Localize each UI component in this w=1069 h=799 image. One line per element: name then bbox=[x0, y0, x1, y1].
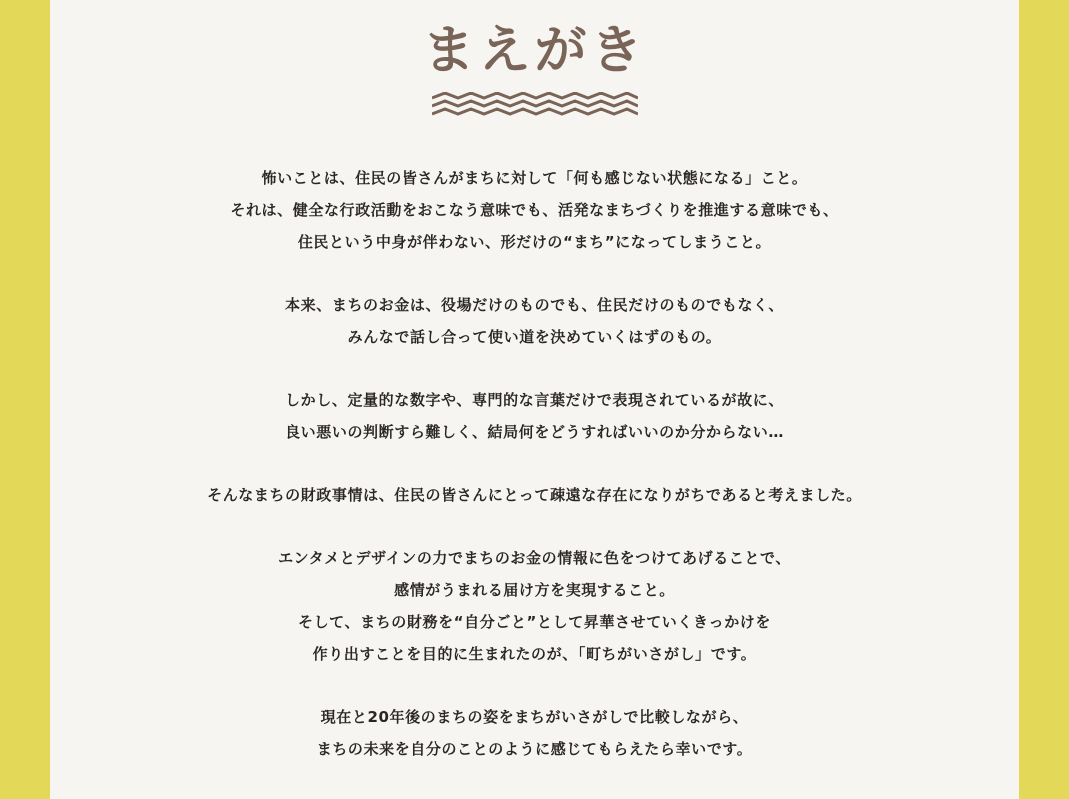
text-line: 住民という中身が伴わない、形だけの“まち”になってしまうこと。 bbox=[297, 233, 772, 251]
text-line: みんなで話し合って使い道を決めていくはずのもの。 bbox=[347, 328, 722, 346]
text-line: 怖いことは、住民の皆さんがまちに対して「何も感じない状態になる」こと。 bbox=[261, 169, 808, 187]
preface-body bbox=[50, 162, 1019, 796]
paragraph-2 bbox=[50, 289, 1019, 353]
page-title: まえがき bbox=[422, 21, 647, 81]
text-line: まちの未来を自分のことのように感じてもらえたら幸いです。 bbox=[316, 740, 753, 758]
text-line: 感情がうまれる届け方を実現すること。 bbox=[394, 581, 675, 599]
paragraph-6 bbox=[50, 701, 1019, 765]
content-panel bbox=[50, 0, 1019, 799]
text-line: 本来、まちのお金は、役場だけのものでも、住民だけのものでもなく、 bbox=[285, 296, 784, 314]
paragraph-3 bbox=[50, 384, 1019, 448]
zigzag-divider-icon bbox=[432, 92, 638, 120]
paragraph-5 bbox=[50, 542, 1019, 670]
text-line: 良い悪いの判断すら難しく、結局何をどうすればいいのか分からない… bbox=[285, 423, 784, 441]
paragraph-4 bbox=[50, 479, 1019, 511]
text-line: そんなまちの財政事情は、住民の皆さんにとって疎遠な存在になりがちであると考えました。 bbox=[207, 486, 862, 504]
text-line: エンタメとデザインの力でまちのお金の情報に色をつけてあげることで、 bbox=[278, 549, 791, 567]
text-line: そして、まちの財務を“自分ごと”として昇華させていくきっかけを bbox=[297, 613, 772, 631]
text-line: しかし、定量的な数字や、専門的な言葉だけで表現されているが故に、 bbox=[285, 391, 784, 409]
text-line: 現在と20年後のまちの姿をまちがいさがしで比較しながら、 bbox=[320, 708, 749, 726]
text-line: 作り出すことを目的に生まれたのが、「町ちがいさがし」です。 bbox=[312, 645, 757, 663]
text-line: それは、健全な行政活動をおこなう意味でも、活発なまちづくりを推進する意味でも、 bbox=[230, 201, 839, 219]
paragraph-1 bbox=[50, 162, 1019, 258]
